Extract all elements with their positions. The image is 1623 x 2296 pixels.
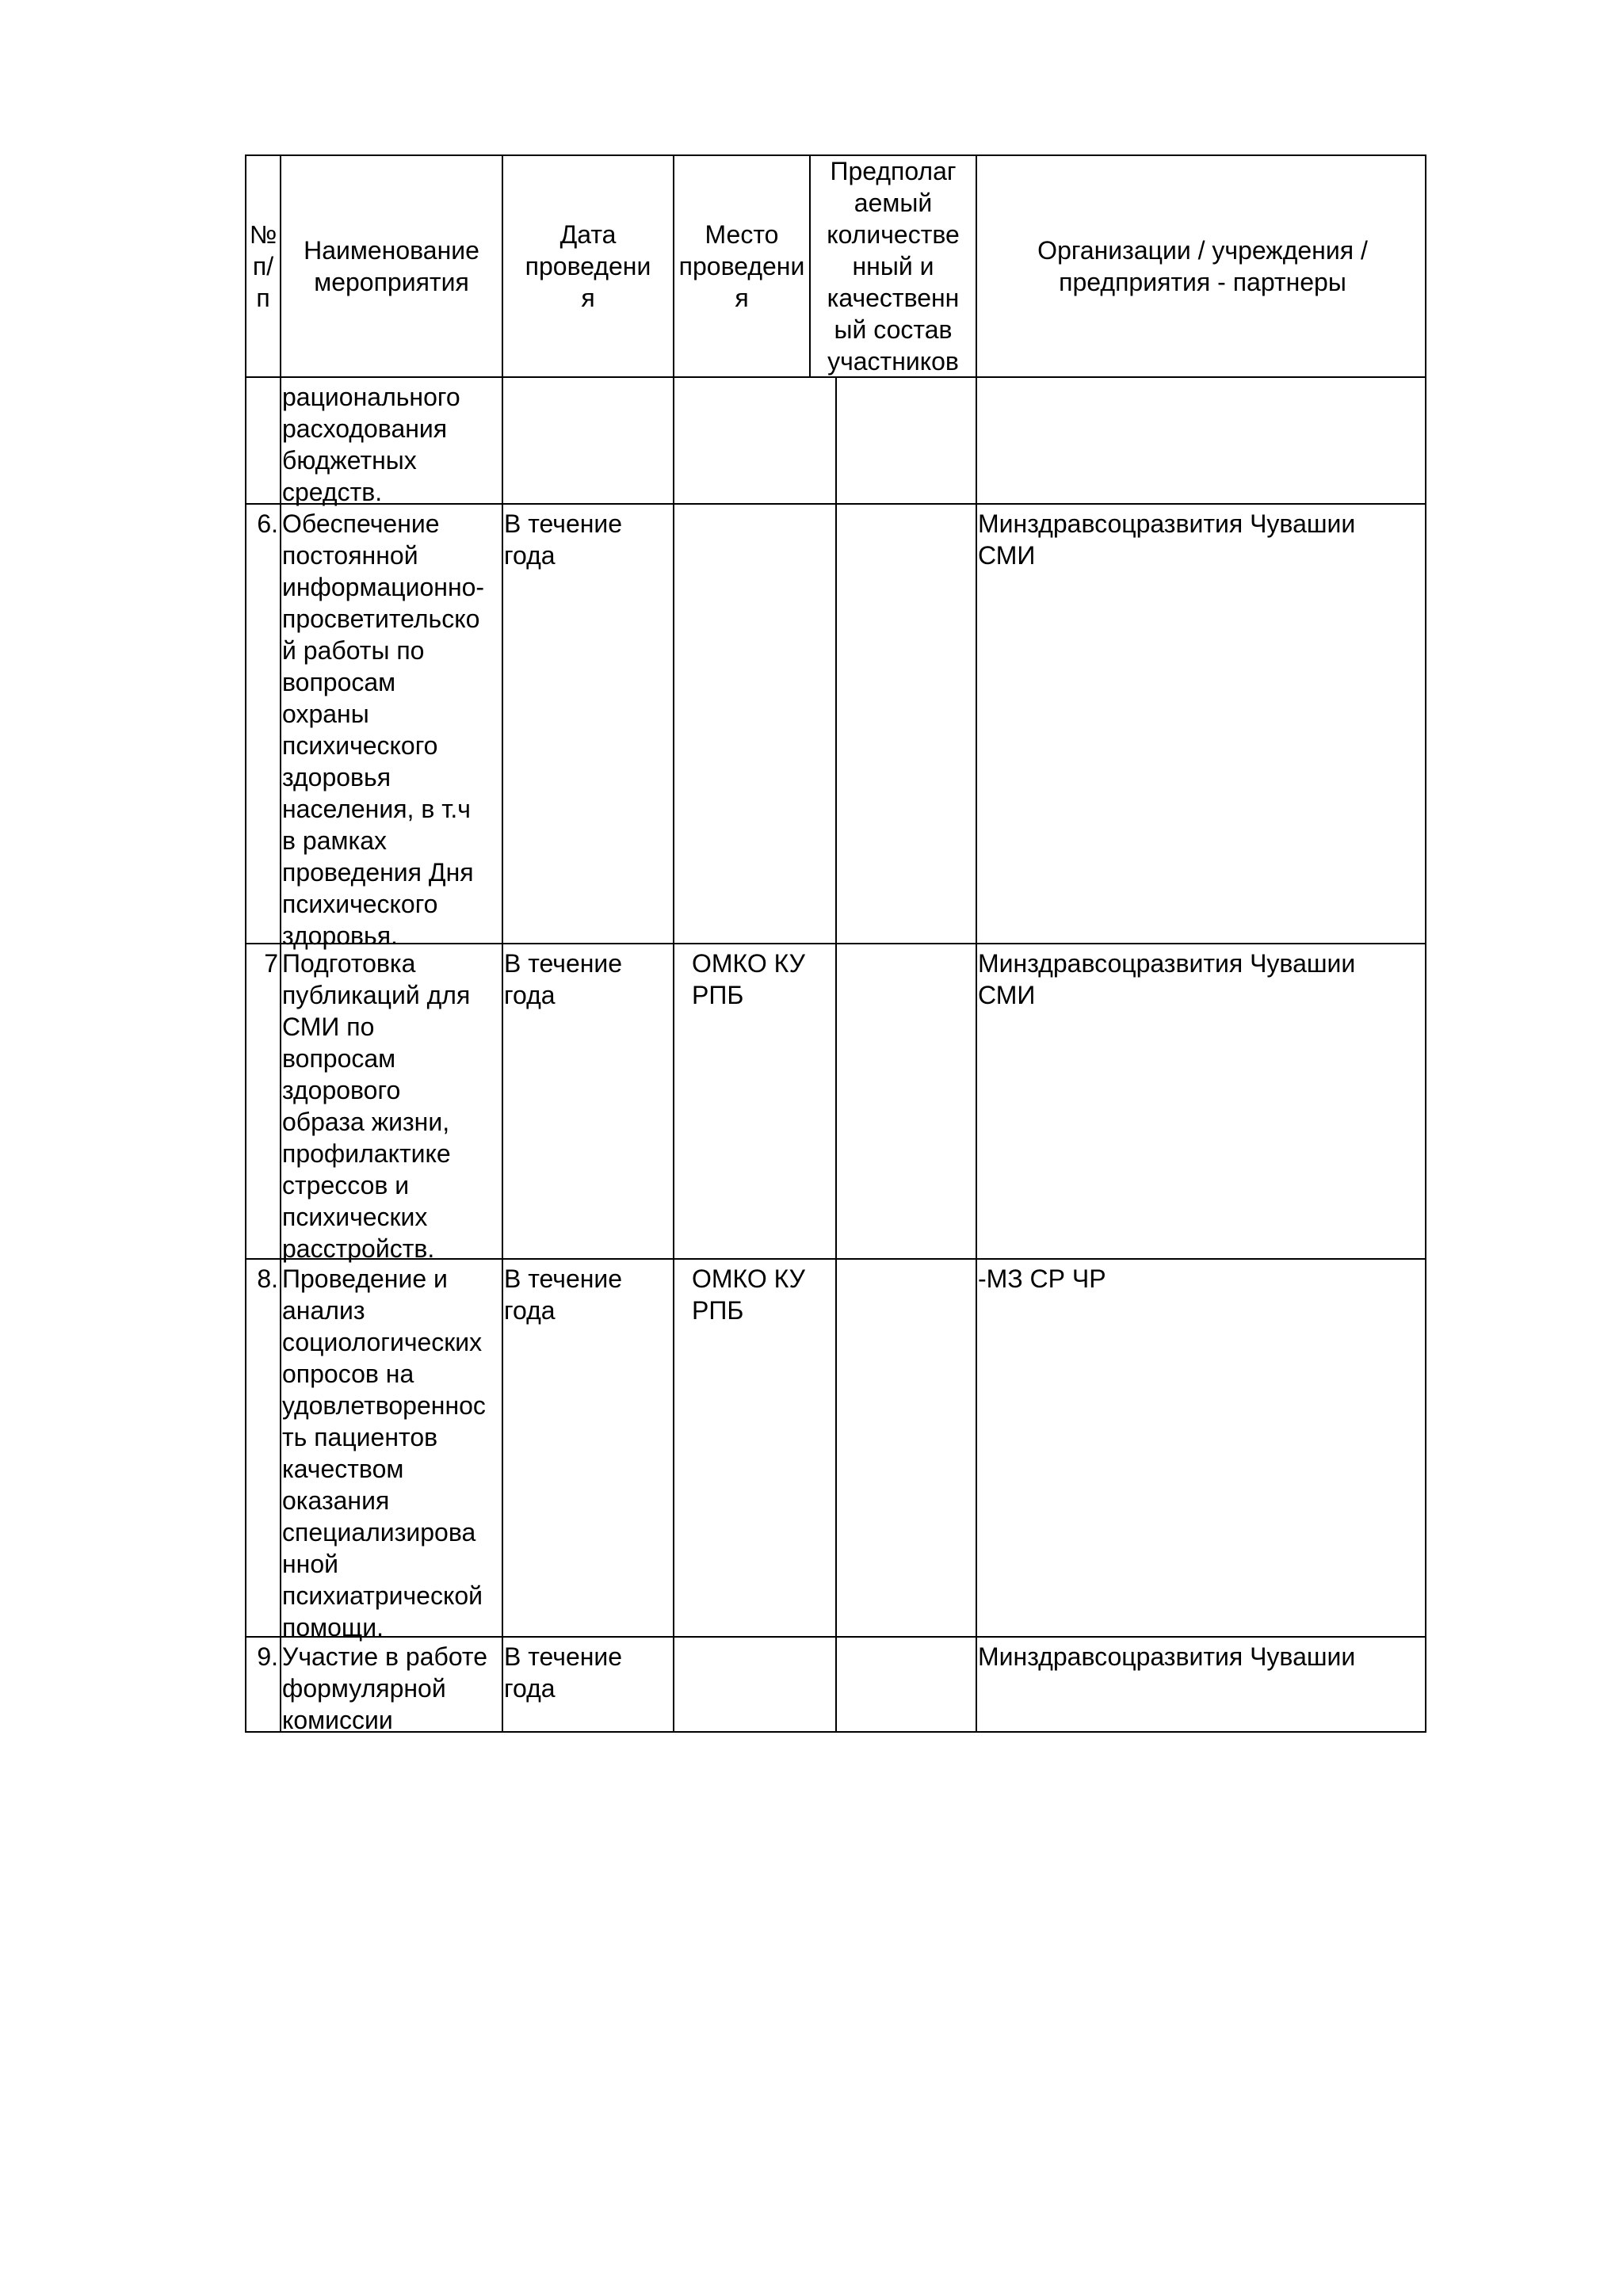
row-date: [503, 378, 674, 503]
table-row: [245, 944, 1426, 1263]
row-event-name: Обеспечение постоянной информационно- просветительско й работы по вопросам охраны психического здоровья населения, в т.ч в рамках проведения Дня психического здоровья.: [281, 505, 503, 943]
row-partners: -МЗ СР ЧР: [978, 1264, 1106, 1293]
row-partners: Минздравсоцразвития Чувашии: [978, 1642, 1356, 1671]
row-date: В течение года: [503, 505, 674, 943]
row-date: В течение года: [503, 944, 674, 1258]
row-partners: Минздравсоцразвития Чувашии СМИ: [978, 949, 1356, 1009]
header-event-name: Наименование мероприятия: [281, 156, 503, 376]
row-place: [674, 378, 837, 503]
header-number: № п/ п: [246, 156, 281, 376]
row-number: 8.: [246, 1260, 281, 1636]
row-place: ОМКО КУ РПБ: [674, 1260, 837, 1636]
table-row: [245, 1638, 1426, 1733]
row-participants: [837, 944, 977, 1258]
row-event-name: Проведение и анализ социологических опросов на удовлетвореннос ть пациентов качеством оказания специализирова нной психиатрической помощи.: [281, 1260, 503, 1636]
row-number: 6.: [246, 505, 281, 943]
row-participants: [837, 378, 977, 503]
row-place: [674, 505, 837, 943]
row-event-name: Подготовка публикаций для СМИ по вопросам здорового образа жизни, профилактике стрессов и психических расстройств.: [281, 944, 503, 1258]
row-participants: [837, 505, 977, 943]
row-event-name: рационального расходования бюджетных средств.: [281, 378, 503, 503]
row-partners: Минздравсоцразвития Чувашии СМИ: [978, 509, 1356, 570]
row-participants: [837, 1260, 977, 1636]
row-place: [674, 1638, 837, 1731]
header-date: Дата проведени я: [503, 156, 674, 376]
row-number: [246, 378, 281, 503]
table-row: [245, 378, 1426, 505]
table-row: [245, 505, 1426, 950]
row-partners: [977, 378, 1428, 503]
row-date: В течение года: [503, 1260, 674, 1636]
header-partners: Организации / учреждения / предприятия - партнеры: [1037, 236, 1368, 296]
row-number: 9.: [246, 1638, 281, 1731]
header-participants: Предполаг aемый количестве нный и качественн ый состав участников: [811, 156, 977, 376]
row-participants: [837, 1638, 977, 1731]
table-header: [245, 154, 1426, 378]
header-place: Место проведени я: [674, 156, 811, 376]
table-row: [245, 1260, 1426, 1642]
row-place: ОМКО КУ РПБ: [674, 944, 837, 1258]
row-number: 7: [246, 944, 281, 1258]
row-event-name: Участие в работе формулярной комиссии: [281, 1638, 503, 1731]
row-date: В течение года: [503, 1638, 674, 1731]
